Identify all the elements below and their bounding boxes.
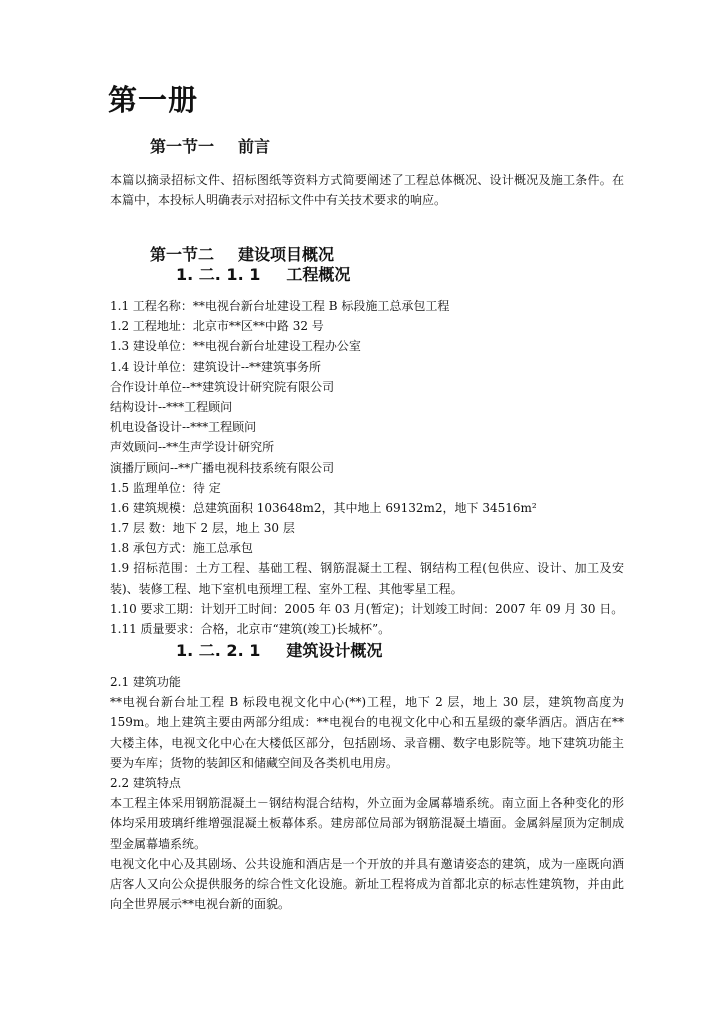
info-line: 1.2 工程地址：北京市**区**中路 32 号 [110, 319, 324, 334]
preface-paragraph: 本篇以摘录招标文件、招标图纸等资料方式简要阐述了工程总体概况、设计概况及施工条件。在本篇中，本投标人明确表示对招标文件中有关技术要求的响应。 [110, 173, 624, 207]
info-line: 1.10 要求工期：计划开工时间：2005 年 03 月(暂定)；计划竣工时间：2007 年 09 月 30 日。 [110, 601, 624, 616]
info-line: 1.6 建筑规模：总建筑面积 103648m2，其中地上 69132m2，地下 34516m² [110, 500, 537, 515]
info-line: 合作设计单位--**建筑设计研究院有限公司 [110, 379, 335, 394]
subsection-number: 1. 二. 2. 1 [176, 641, 261, 660]
info-line: 1.3 建设单位：**电视台新台址建设工程办公室 [110, 339, 361, 354]
subsection-name: 工程概况 [286, 265, 351, 284]
function-title: 2.1 建筑功能 [110, 675, 181, 689]
section-number: 第一节一 [150, 137, 215, 156]
subsection-number: 1. 二. 1. 1 [176, 265, 261, 284]
subsection-name: 建筑设计概况 [286, 641, 383, 660]
section-number: 第一节二 [150, 245, 215, 264]
architecture-section [110, 672, 624, 914]
info-line: 1.4 设计单位：建筑设计--**建筑事务所 [110, 359, 322, 374]
info-line: 演播厅顾问--**广播电视科技系统有限公司 [110, 460, 335, 475]
project-info-list [110, 296, 624, 639]
info-line: 结构设计--***工程顾问 [110, 399, 233, 414]
info-line: 1.7 层 数：地下 2 层，地上 30 层 [110, 521, 295, 536]
info-line: 1.5 监理单位：待 定 [110, 480, 221, 495]
info-line: 声效顾问--**生声学设计研究所 [110, 440, 275, 455]
volume-title: 第一册 [108, 83, 199, 117]
info-line: 1.11 质量要求：合格，北京市“建筑(竣工)长城杯”。 [110, 622, 391, 637]
function-paragraph: **电视台新台址工程 B 标段电视文化中心(**)工程，地下 2 层，地上 30 层，建筑物高度为 159m。地上建筑主要由两部分组成：**电视台的电视文化中心和五星级的豪华酒店。酒店在**大楼主体，电视文化中心在大楼低区部分，包括剧场、录音棚、数字电影院等。地下建筑功能主要为车库；货物的装卸区和储藏空间及各类机电用房。 [110, 695, 624, 770]
features-paragraph-2: 电视文化中心及其剧场、公共设施和酒店是一个开放的并具有邀请姿态的建筑，成为一座既向酒店客人又向公众提供服务的综合性文化设施。新址工程将成为首都北京的标志性建筑物，并由此向全世界展示**电视台新的面貌。 [110, 856, 624, 912]
section-name: 建设项目概况 [238, 245, 335, 264]
subsection-heading-project-overview [176, 262, 350, 285]
info-line: 1.8 承包方式：施工总承包 [110, 541, 253, 556]
info-line: 1.1 工程名称：**电视台新台址建设工程 B 标段施工总承包工程 [110, 299, 450, 313]
features-paragraph: 本工程主体采用钢筋混凝土－钢结构混合结构，外立面为金属幕墙系统。南立面上各种变化的形体均采用玻璃纤维增强混凝土板幕体系。建房部位局部为钢筋混凝土墙面。金属斜屋顶为定制成型金属幕墙系统。 [110, 796, 624, 851]
section-heading-preface [150, 134, 270, 157]
info-line: 机电设备设计--***工程顾问 [110, 420, 257, 435]
features-title: 2.2 建筑特点 [110, 776, 181, 790]
tender-scope-line: 1.9 招标范围：土方工程、基础工程、钢筋混凝土工程、钢结构工程(包供应、设计、加工及安装)、装修工程、地下室机电预埋工程、室外工程、其他零星工程。 [110, 561, 624, 596]
subsection-heading-architecture [176, 638, 382, 661]
section-name: 前言 [238, 137, 271, 156]
